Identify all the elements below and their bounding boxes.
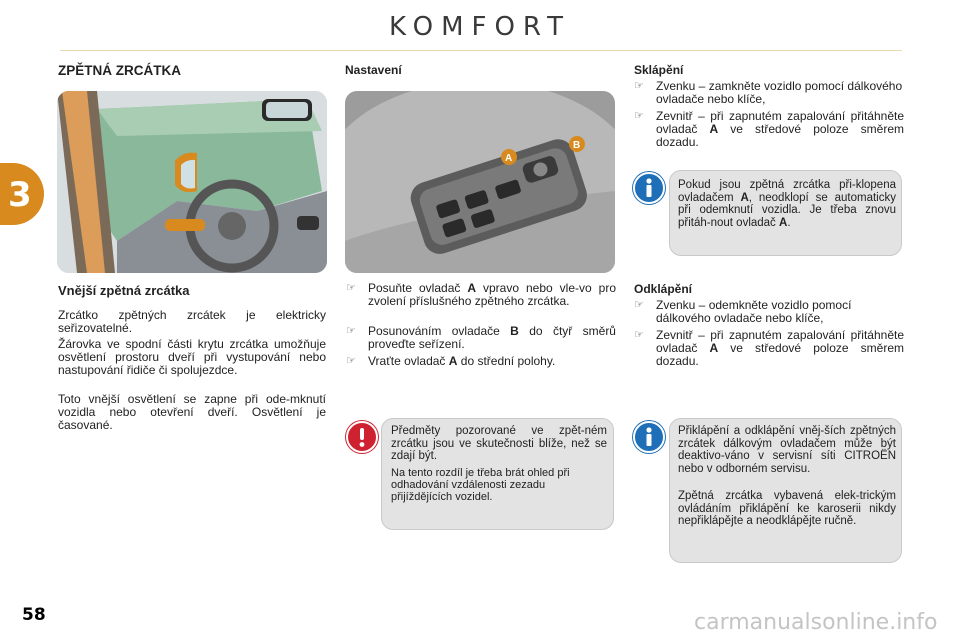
page-number: 58 bbox=[22, 605, 46, 625]
warning-icon bbox=[346, 421, 378, 453]
info-box-2-text-2: Zpětná zrcátka vybavená elek-trickým ovládáním přiklápění ke karoserii nikdy nepřiklápějte a neodklápějte ručně. bbox=[678, 490, 896, 527]
paragraph-1: Zrcátko zpětných zrcátek je elektricky seřizovatelné. bbox=[58, 308, 326, 335]
section-title: ZPĚTNÁ ZRCÁTKA bbox=[58, 63, 181, 78]
watermark: carmanualsonline.info bbox=[694, 610, 938, 635]
info-box-1-text: Pokud jsou zpětná zrcátka při-klopena ovladačem A, neodklopí se automaticky při odemknutí vozidla. Je třeba znovu přitáh-nout ovladač A. bbox=[678, 179, 896, 229]
chapter-number: 3 bbox=[8, 175, 32, 215]
folding-heading: Sklápění bbox=[634, 63, 684, 77]
label-b: B bbox=[573, 140, 581, 151]
warning-text-1: Předměty pozorované ve zpět-ném zrcátku jsou ve skutečnosti blíže, než se zdají být. bbox=[391, 425, 607, 462]
paragraph-2: Žárovka ve spodní části krytu zrcátka umožňuje osvětlení prostoru dveří při vystupování nebo nastupování řidiče či spolujezdce. bbox=[58, 337, 326, 377]
page-header-title: KOMFORT bbox=[388, 12, 571, 42]
pointing-finger-icon: ☞ bbox=[346, 325, 356, 337]
info-box-1 bbox=[669, 170, 902, 256]
info-icon bbox=[633, 172, 665, 204]
pointing-finger-icon: ☞ bbox=[346, 355, 356, 367]
unfolding-bullet-1: ☞ Zvenku – odemkněte vozidlo pomocí dálkového ovladače nebo klíče, bbox=[634, 298, 852, 325]
door-switch-illustration bbox=[345, 91, 615, 273]
folding-bullet-1: ☞ Zvenku – zamkněte vozidlo pomocí dálkového ovladače nebo klíče, bbox=[634, 79, 903, 106]
subsection-title: Vnější zpětná zrcátka bbox=[58, 283, 190, 298]
settings-bullet-1: ☞ Posuňte ovladač A vpravo nebo vle-vo pro zvolení příslušného zpětného zrcátka. bbox=[346, 281, 617, 308]
paragraph-3: Toto vnější osvětlení se zapne při ode-mknutí vozidla nebo otevření dveří. Osvětlení je časované. bbox=[58, 392, 326, 432]
warning-text-2: Na tento rozdíl je třeba brát ohled při odhadování vzdálenosti zezadu přijíždějících vozidel. bbox=[391, 467, 570, 503]
car-interior-illustration bbox=[57, 91, 327, 273]
settings-heading: Nastavení bbox=[345, 63, 402, 77]
unfolding-bullet-2: ☞ Zevnitř – při zapnutém zapalování přitáhněte ovladač A ve středové poloze směrem dozadu. bbox=[634, 328, 905, 368]
pointing-finger-icon: ☞ bbox=[634, 80, 644, 92]
unfolding-heading: Odklápění bbox=[634, 282, 693, 296]
mirror-interior-photo bbox=[57, 91, 327, 273]
pointing-finger-icon: ☞ bbox=[634, 110, 644, 122]
header-divider bbox=[60, 50, 902, 51]
pointing-finger-icon: ☞ bbox=[346, 282, 356, 294]
label-a: A bbox=[505, 153, 513, 164]
folding-bullet-2: ☞ Zevnitř – při zapnutém zapalování přitáhněte ovladač A ve středové poloze směrem dozadu. bbox=[634, 109, 905, 149]
info-box-2-text-1: Přiklápění a odklápění vněj-ších zpětných zrcátek dálkovým ovladačem může být deaktivo-váno v servisní síti CITROËN nebo v odborném servisu. bbox=[678, 425, 896, 475]
warning-box bbox=[381, 418, 614, 530]
pointing-finger-icon: ☞ bbox=[634, 329, 644, 341]
info-box-2 bbox=[669, 418, 902, 563]
pointing-finger-icon: ☞ bbox=[634, 299, 644, 311]
settings-bullet-2: ☞ Posunováním ovladače B do čtyř směrů proveďte seřízení. bbox=[346, 324, 616, 351]
info-icon bbox=[633, 421, 665, 453]
settings-bullet-3: ☞ Vraťte ovladač A do střední polohy. bbox=[346, 354, 556, 368]
chapter-tab bbox=[0, 163, 44, 225]
mirror-control-photo bbox=[345, 91, 615, 273]
